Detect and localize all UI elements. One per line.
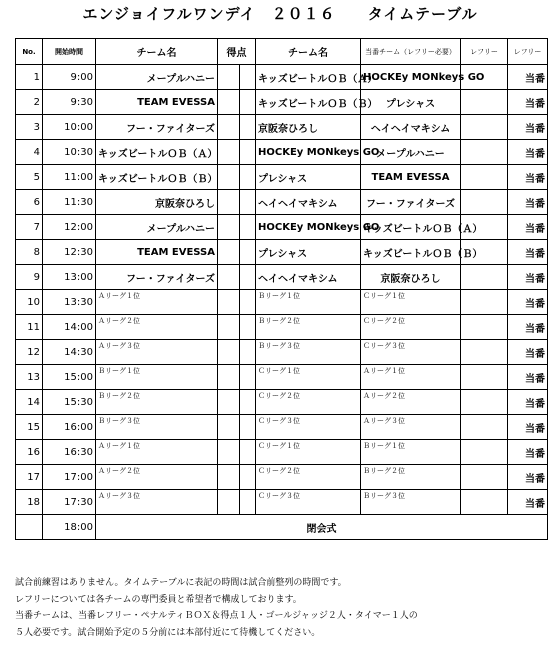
closing-row: [16, 515, 548, 540]
score-team2: [240, 465, 256, 490]
page-title: エンジョイフルワンデイ ２０１６ タイムテーブル: [82, 5, 478, 23]
duty-team: Ｃリーグ１位: [361, 290, 461, 315]
score-team1: [218, 415, 240, 440]
score-team1: [218, 240, 240, 265]
table-row: [16, 290, 548, 315]
start-time: 15:00: [43, 365, 96, 390]
match-number: 13: [16, 365, 43, 390]
team2-name: Ｂリーグ２位: [256, 315, 361, 340]
score-team2: [240, 115, 256, 140]
duty-team: TEAM EVESSA: [361, 165, 461, 190]
team2-name: Ｂリーグ３位: [256, 340, 361, 365]
duty-team: メープルハニー: [361, 140, 461, 165]
score-team1: [218, 340, 240, 365]
score-team2: [240, 365, 256, 390]
note-line: ５人必要です。試合開始予定の５分前には本部付近にて待機してください。: [15, 627, 321, 638]
referee1-cell: [461, 365, 508, 390]
referee1-cell: [461, 390, 508, 415]
start-time: 13:30: [43, 290, 96, 315]
note-line: 試合前練習はありません。タイムテーブルに表記の時間は試合前整列の時間です。: [15, 578, 347, 588]
start-time: 12:00: [43, 215, 96, 240]
table-row: [16, 65, 548, 90]
match-number: 12: [16, 340, 43, 365]
team2-name: 京阪奈ひろし: [256, 115, 361, 140]
duty-team: Ｂリーグ３位: [361, 490, 461, 515]
team1-name: メープルハニー: [96, 65, 218, 90]
score-team1: [218, 465, 240, 490]
referee1-cell: [461, 440, 508, 465]
referee2-duty: 当番: [508, 265, 548, 290]
referee2-duty: 当番: [508, 115, 548, 140]
match-number: 3: [16, 115, 43, 140]
table-row: [16, 365, 548, 390]
table-row: [16, 490, 548, 515]
table-row: [16, 415, 548, 440]
team1-name: Ｂリーグ１位: [96, 365, 218, 390]
match-number: 1: [16, 65, 43, 90]
match-number: 16: [16, 440, 43, 465]
start-time: 11:30: [43, 190, 96, 215]
score-team2: [240, 415, 256, 440]
referee2-duty: 当番: [508, 340, 548, 365]
notes: [15, 575, 555, 641]
duty-team: ヘイヘイマキシム: [361, 115, 461, 140]
referee1-cell: [461, 140, 508, 165]
table-row: [16, 440, 548, 465]
match-number: 4: [16, 140, 43, 165]
start-time: 13:00: [43, 265, 96, 290]
duty-team: プレシャス: [361, 90, 461, 115]
referee1-cell: [461, 315, 508, 340]
score-team2: [240, 90, 256, 115]
referee2-duty: 当番: [508, 440, 548, 465]
referee2-duty: 当番: [508, 65, 548, 90]
score-team1: [218, 490, 240, 515]
score-team2: [240, 390, 256, 415]
referee2-duty: 当番: [508, 165, 548, 190]
match-number: 6: [16, 190, 43, 215]
score-team1: [218, 315, 240, 340]
table-row: [16, 190, 548, 215]
referee1-cell: [461, 415, 508, 440]
referee2-duty: 当番: [508, 490, 548, 515]
start-time: 10:00: [43, 115, 96, 140]
score-team1: [218, 140, 240, 165]
team2-name: Ｃリーグ１位: [256, 440, 361, 465]
start-time: 17:30: [43, 490, 96, 515]
closing-time: 18:00: [43, 515, 96, 540]
match-number: 11: [16, 315, 43, 340]
team2-name: キッズビートルＯＢ（Ａ）: [256, 65, 361, 90]
match-number: 17: [16, 465, 43, 490]
header-time: 開始時間: [43, 39, 96, 65]
start-time: 17:00: [43, 465, 96, 490]
duty-team: Ａリーグ１位: [361, 365, 461, 390]
referee1-cell: [461, 165, 508, 190]
team1-name: Ａリーグ２位: [96, 465, 218, 490]
referee1-cell: [461, 465, 508, 490]
referee2-duty: 当番: [508, 415, 548, 440]
score-team1: [218, 265, 240, 290]
duty-team: Ｂリーグ２位: [361, 465, 461, 490]
team1-name: TEAM EVESSA: [96, 240, 218, 265]
team2-name: Ｃリーグ１位: [256, 365, 361, 390]
team1-name: Ａリーグ１位: [96, 290, 218, 315]
score-team1: [218, 115, 240, 140]
referee1-cell: [461, 265, 508, 290]
team1-name: キッズビートルＯＢ（Ｂ）: [96, 165, 218, 190]
team2-name: ヘイヘイマキシム: [256, 190, 361, 215]
header-duty-team: 当番チーム（レフリー必要）: [361, 39, 461, 65]
score-team1: [218, 215, 240, 240]
team1-name: Ｂリーグ２位: [96, 390, 218, 415]
score-team2: [240, 340, 256, 365]
header-score: 得点: [218, 39, 256, 65]
duty-team: HOCKEy MONkeys GO: [361, 65, 461, 90]
match-number: 10: [16, 290, 43, 315]
header-referee2: レフリー: [508, 39, 548, 65]
note-line: レフリーについては各チームの専門委員と希望者で構成しております。: [15, 594, 302, 605]
score-team2: [240, 440, 256, 465]
start-time: 12:30: [43, 240, 96, 265]
header-referee1: レフリー: [461, 39, 508, 65]
referee2-duty: 当番: [508, 140, 548, 165]
table-row: [16, 90, 548, 115]
team2-name: Ｃリーグ２位: [256, 465, 361, 490]
note-line: 当番チームは、当番レフリー・ペナルティＢＯＸ＆得点１人・ゴールジャッジ２人・タイマー１人の: [15, 611, 418, 621]
team2-name: プレシャス: [256, 240, 361, 265]
referee2-duty: 当番: [508, 290, 548, 315]
start-time: 11:00: [43, 165, 96, 190]
start-time: 16:30: [43, 440, 96, 465]
team2-name: HOCKEy MONkeys GO: [256, 215, 361, 240]
start-time: 14:30: [43, 340, 96, 365]
score-team2: [240, 65, 256, 90]
closing-number: [16, 515, 43, 540]
referee1-cell: [461, 190, 508, 215]
match-number: 9: [16, 265, 43, 290]
duty-team: Ａリーグ２位: [361, 390, 461, 415]
referee2-duty: 当番: [508, 240, 548, 265]
referee2-duty: 当番: [508, 315, 548, 340]
referee2-duty: 当番: [508, 390, 548, 415]
referee1-cell: [461, 340, 508, 365]
score-team2: [240, 490, 256, 515]
score-team2: [240, 190, 256, 215]
header-team1: チーム名: [96, 39, 218, 65]
team1-name: メープルハニー: [96, 215, 218, 240]
header-team2: チーム名: [256, 39, 361, 65]
table-row: [16, 215, 548, 240]
duty-team: キッズビートルＯＢ（Ａ）: [361, 215, 461, 240]
match-number: 2: [16, 90, 43, 115]
score-team1: [218, 290, 240, 315]
team1-name: フー・ファイターズ: [96, 265, 218, 290]
table-row: [16, 165, 548, 190]
header-row: [16, 39, 548, 65]
team1-name: キッズビートルＯＢ（Ａ）: [96, 140, 218, 165]
referee1-cell: [461, 290, 508, 315]
duty-team: フー・ファイターズ: [361, 190, 461, 215]
team2-name: プレシャス: [256, 165, 361, 190]
match-number: 14: [16, 390, 43, 415]
match-number: 15: [16, 415, 43, 440]
header-no: No.: [16, 39, 43, 65]
timetable-body: [16, 65, 548, 540]
duty-team: 京阪奈ひろし: [361, 265, 461, 290]
match-number: 18: [16, 490, 43, 515]
duty-team: キッズビートルＯＢ（Ｂ）: [361, 240, 461, 265]
duty-team: Ｃリーグ２位: [361, 315, 461, 340]
start-time: 9:30: [43, 90, 96, 115]
team1-name: Ａリーグ３位: [96, 340, 218, 365]
team2-name: Ｂリーグ１位: [256, 290, 361, 315]
referee2-duty: 当番: [508, 465, 548, 490]
timetable: [15, 38, 548, 540]
score-team1: [218, 440, 240, 465]
team1-name: Ａリーグ２位: [96, 315, 218, 340]
score-team1: [218, 165, 240, 190]
start-time: 16:00: [43, 415, 96, 440]
match-number: 5: [16, 165, 43, 190]
team1-name: フー・ファイターズ: [96, 115, 218, 140]
table-row: [16, 340, 548, 365]
score-team2: [240, 265, 256, 290]
score-team2: [240, 165, 256, 190]
score-team2: [240, 315, 256, 340]
start-time: 10:30: [43, 140, 96, 165]
team1-name: Ａリーグ３位: [96, 490, 218, 515]
match-number: 7: [16, 215, 43, 240]
start-time: 15:30: [43, 390, 96, 415]
score-team1: [218, 390, 240, 415]
referee1-cell: [461, 490, 508, 515]
referee2-duty: 当番: [508, 215, 548, 240]
table-row: [16, 265, 548, 290]
score-team2: [240, 290, 256, 315]
table-row: [16, 465, 548, 490]
score-team2: [240, 140, 256, 165]
score-team1: [218, 65, 240, 90]
table-row: [16, 315, 548, 340]
table-row: [16, 115, 548, 140]
referee2-duty: 当番: [508, 190, 548, 215]
match-number: 8: [16, 240, 43, 265]
referee2-duty: 当番: [508, 365, 548, 390]
score-team1: [218, 365, 240, 390]
score-team1: [218, 190, 240, 215]
closing-ceremony: 閉会式: [96, 515, 548, 540]
team2-name: Ｃリーグ２位: [256, 390, 361, 415]
table-row: [16, 240, 548, 265]
team2-name: Ｃリーグ３位: [256, 415, 361, 440]
score-team2: [240, 240, 256, 265]
team2-name: ヘイヘイマキシム: [256, 265, 361, 290]
score-team2: [240, 215, 256, 240]
team2-name: キッズビートルＯＢ（Ｂ）: [256, 90, 361, 115]
table-row: [16, 390, 548, 415]
duty-team: Ａリーグ３位: [361, 415, 461, 440]
start-time: 14:00: [43, 315, 96, 340]
referee2-duty: 当番: [508, 90, 548, 115]
team2-name: Ｃリーグ３位: [256, 490, 361, 515]
team1-name: Ａリーグ１位: [96, 440, 218, 465]
team1-name: 京阪奈ひろし: [96, 190, 218, 215]
referee1-cell: [461, 115, 508, 140]
duty-team: Ｂリーグ１位: [361, 440, 461, 465]
team1-name: TEAM EVESSA: [96, 90, 218, 115]
table-row: [16, 140, 548, 165]
start-time: 9:00: [43, 65, 96, 90]
score-team1: [218, 90, 240, 115]
team1-name: Ｂリーグ３位: [96, 415, 218, 440]
team2-name: HOCKEy MONkeys GO: [256, 140, 361, 165]
duty-team: Ｃリーグ３位: [361, 340, 461, 365]
referee1-cell: [461, 90, 508, 115]
